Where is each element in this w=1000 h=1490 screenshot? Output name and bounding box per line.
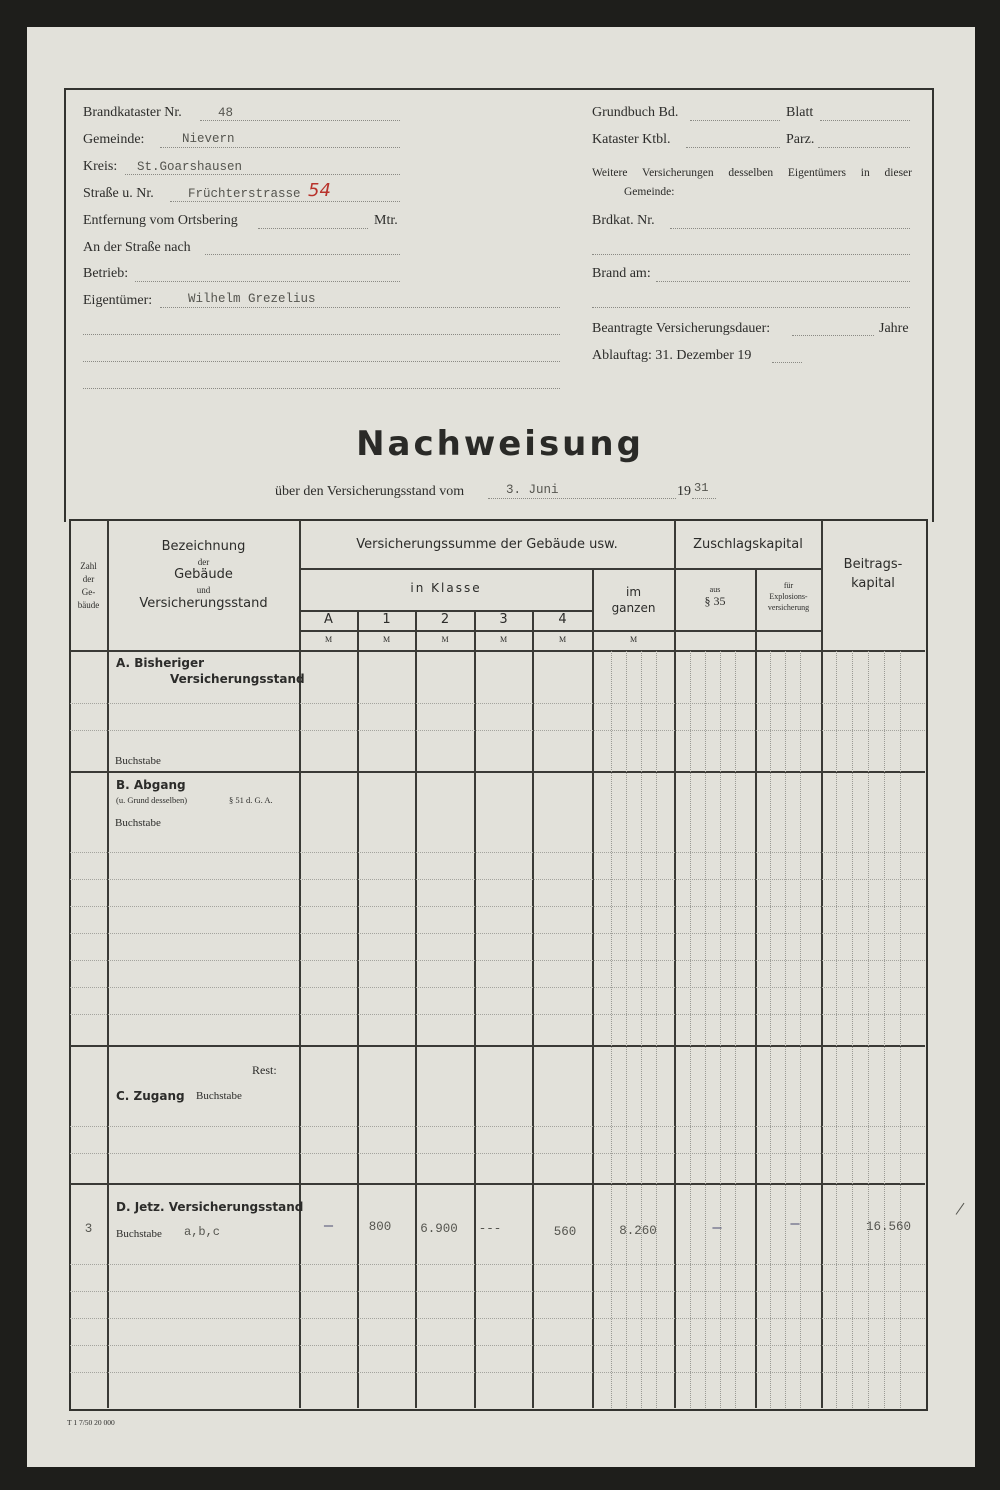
dauer-unit: Jahre	[879, 321, 909, 336]
kataster-label: Kataster Ktbl.	[592, 132, 671, 147]
section-d-title: D. Jetz. Versicherungsstand	[116, 1200, 304, 1214]
klasse-1-header: 1	[382, 612, 391, 627]
gemeinde-label: Gemeinde:	[83, 132, 145, 147]
brandkataster-label: Brandkataster Nr.	[83, 105, 182, 120]
kreis-label: Kreis:	[83, 159, 118, 174]
section-d-zahl: 3	[84, 1222, 93, 1236]
strasse-value: Früchterstrasse	[188, 187, 301, 201]
section-a-title2: Versicherungsstand	[170, 672, 305, 686]
unit-m: M	[499, 635, 508, 644]
weitere-line1: Weitere Versicherungen desselben Eigentümers in dieser	[592, 167, 912, 179]
klasse-3-header: 3	[499, 612, 508, 627]
beitragskapital-header: Beitrags- kapital	[843, 557, 903, 591]
section-d-zuschlag-35: —	[712, 1220, 722, 1237]
brand-label: Brand am:	[592, 266, 651, 281]
unit-m: M	[382, 635, 391, 644]
strasse-label: Straße u. Nr.	[83, 186, 154, 201]
unit-m: M	[324, 635, 333, 644]
section-b-title: B. Abgang	[116, 778, 186, 792]
kreis-value: St.Goarshausen	[137, 160, 243, 174]
grundbuch-label: Grundbuch Bd.	[592, 105, 679, 120]
aus-35-header: aus § 35	[704, 585, 726, 608]
section-c-rest: Rest:	[252, 1063, 277, 1077]
explosion-header: für Explosions- versicherung	[767, 581, 810, 612]
page-title: Nachweisung	[356, 424, 644, 464]
brandkataster-value: 48	[218, 106, 234, 120]
subtitle-prefix: über den Versicherungsstand vom	[275, 484, 465, 499]
an-strasse-label: An der Straße nach	[83, 240, 191, 255]
unit-m: M	[629, 635, 638, 644]
gemeinde-value: Nievern	[182, 132, 235, 146]
im-ganzen-header: im ganzen	[611, 585, 656, 615]
section-d-klasse-1: 800	[368, 1220, 392, 1234]
zuschlagskapital-header: Zuschlagskapital	[693, 537, 803, 552]
section-d-buchstabe-value: a,b,c	[184, 1225, 221, 1239]
footer-code: T 1 7/50 20 000	[67, 1418, 115, 1427]
dauer-label: Beantragte Versicherungsdauer:	[592, 321, 771, 336]
section-d-klasse-a: —	[323, 1218, 333, 1235]
section-d-klasse-4: 560	[553, 1225, 577, 1239]
col-versicherungssumme-header: Versicherungssumme der Gebäude usw.	[356, 537, 618, 552]
betrieb-label: Betrieb:	[83, 266, 129, 281]
section-c-buchstabe: Buchstabe	[196, 1090, 242, 1102]
klasse-2-header: 2	[440, 612, 450, 627]
blatt-label: Blatt	[786, 105, 814, 120]
ablauf-label: Ablauftag: 31. Dezember 19	[592, 348, 752, 363]
strasse-number-handwritten: 54	[308, 180, 331, 201]
subtitle-date: 3. Juni	[506, 483, 559, 497]
section-c-title: C. Zugang	[116, 1089, 185, 1103]
unit-m: M	[441, 635, 449, 644]
section-d-klasse-2: 6.900	[420, 1222, 458, 1236]
entfernung-label: Entfernung vom Ortsbering	[83, 213, 238, 228]
col-bezeichnung-header: Bezeichnung der Gebäude und Versicherungsstand	[139, 539, 268, 611]
section-b-ref: § 51 d. G. A.	[229, 795, 273, 805]
unit-m: M	[558, 635, 567, 644]
section-d-im-ganzen: 8.260	[619, 1224, 657, 1238]
section-a-buchstabe: Buchstabe	[115, 755, 161, 767]
weitere-line2: Gemeinde:	[624, 186, 675, 198]
eigentuemer-value: Wilhelm Grezelius	[188, 292, 316, 306]
section-b-buchstabe: Buchstabe	[115, 817, 161, 829]
section-d-beitragskapital: 16.560	[866, 1220, 912, 1234]
parz-label: Parz.	[786, 132, 815, 147]
section-a-title: A. Bisheriger	[116, 656, 205, 670]
col-zahl-header: Zahl der Ge- bäude	[77, 561, 100, 610]
entfernung-unit: Mtr.	[374, 213, 398, 228]
section-d-klasse-3: ---	[478, 1222, 502, 1236]
eigentuemer-label: Eigentümer:	[83, 293, 153, 308]
section-d-buchstabe: Buchstabe	[116, 1228, 162, 1240]
in-klasse-header: in Klasse	[410, 581, 482, 595]
section-d-zuschlag-explosion: —	[790, 1216, 800, 1233]
section-b-sub: (u. Grund desselben)	[116, 795, 188, 805]
subtitle-year-prefix: 19	[677, 484, 691, 499]
klasse-a-header: A	[324, 612, 333, 627]
klasse-4-header: 4	[558, 612, 567, 627]
brdkat-label: Brdkat. Nr.	[592, 213, 655, 228]
subtitle-year-suffix: 31	[694, 481, 709, 495]
